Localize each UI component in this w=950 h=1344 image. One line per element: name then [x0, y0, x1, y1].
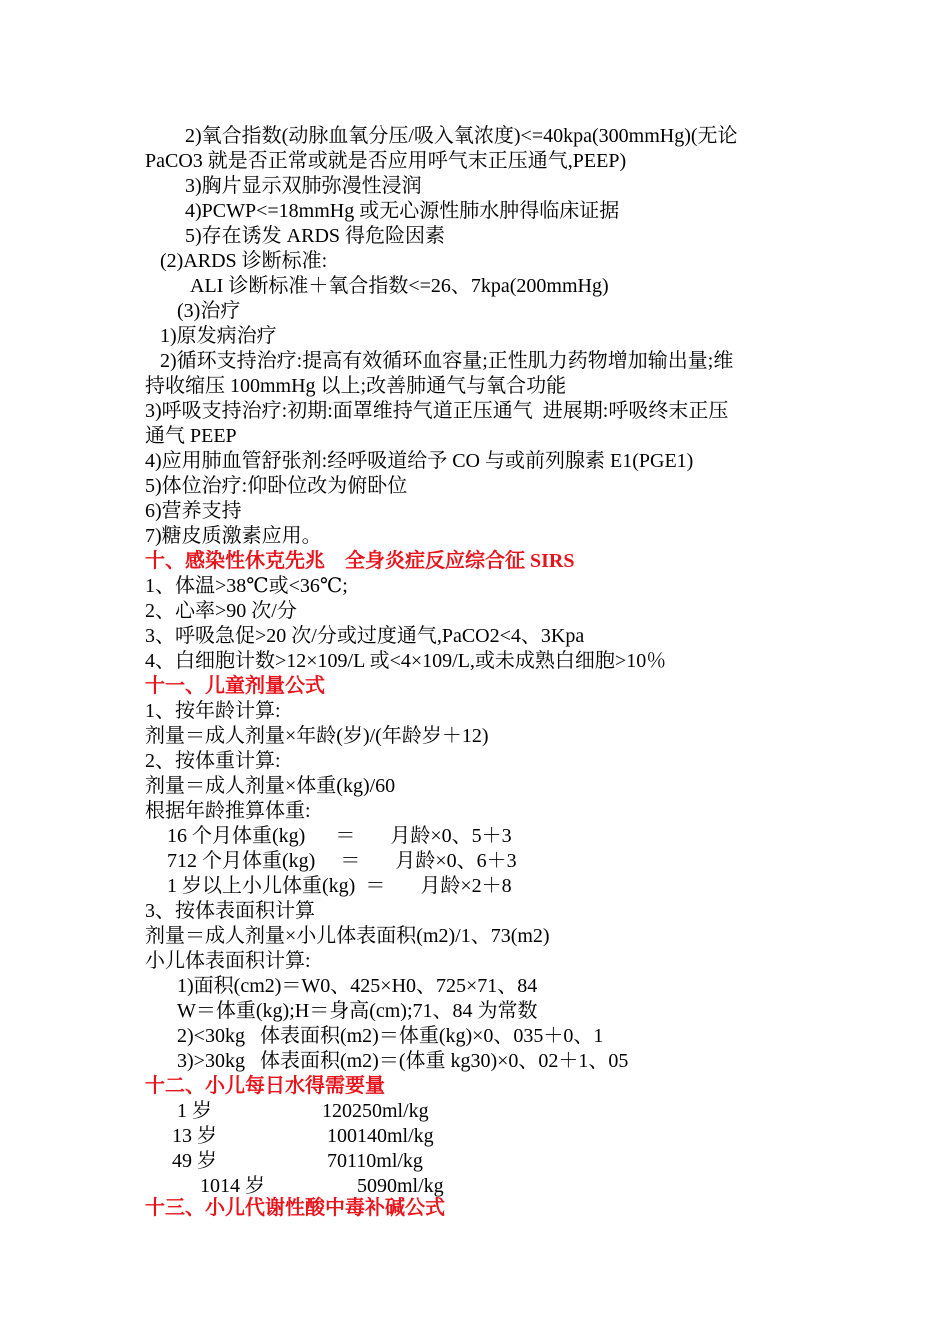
criterion-5: 5)存在诱发 ARDS 得危险因素 [185, 225, 446, 247]
dose-by-weight-formula: 剂量＝成人剂量×体重(kg)/60 [145, 775, 396, 797]
section-12-heading: 十二、小儿每日水得需要量 [145, 1075, 385, 1097]
dose-by-bsa-formula: 剂量＝成人剂量×小儿体表面积(m2)/1、73(m2) [145, 925, 550, 947]
weight-formula-2: 712 个月体重(kg) ＝ 月龄×0、6＋3 [167, 850, 517, 872]
dose-by-age-formula: 剂量＝成人剂量×年龄(岁)/(年龄岁＋12) [145, 725, 489, 747]
water-amount-2: 100140ml/kg [327, 1125, 434, 1147]
treatment-6: 6)营养支持 [145, 500, 242, 522]
ards-criteria-text: ALI 诊断标准＋氧合指数<=26、7kpa(200mmHg) [190, 275, 609, 297]
section-10-heading: 十、感染性休克先兆 全身炎症反应综合征 SIRS [145, 550, 575, 572]
treatment-2-continued: 持收缩压 100mmHg 以上;改善肺通气与氧合功能 [145, 375, 567, 397]
weight-formula-1: 16 个月体重(kg) ＝ 月龄×0、5＋3 [167, 825, 512, 847]
water-age-2: 13 岁 [172, 1125, 217, 1147]
criterion-2-continued: PaCO3 就是否正常或就是否应用呼气末正压通气,PEEP) [145, 150, 627, 172]
dose-by-bsa-title: 3、按体表面积计算 [145, 900, 315, 922]
water-amount-3: 70110ml/kg [327, 1150, 423, 1172]
treatment-3: 3)呼吸支持治疗:初期:面罩维持气道正压通气 进展期:呼吸终末正压 [145, 400, 729, 422]
sirs-item-1: 1、体温>38℃或<36℃; [145, 575, 348, 597]
bsa-formula-1-note: W＝体重(kg);H＝身高(cm);71、84 为常数 [177, 1000, 538, 1022]
dose-by-age-title: 1、按年龄计算: [145, 700, 281, 722]
treatment-4: 4)应用肺血管舒张剂:经呼吸道给予 CO 与或前列腺素 E1(PGE1) [145, 450, 694, 472]
criterion-4: 4)PCWP<=18mmHg 或无心源性肺水肿得临床证据 [185, 200, 620, 222]
weight-estimate-title: 根据年龄推算体重: [145, 800, 311, 822]
water-age-3: 49 岁 [172, 1150, 217, 1172]
bsa-formula-3: 3)>30kg 体表面积(m2)＝(体重 kg30)×0、02＋1、05 [177, 1050, 629, 1072]
water-amount-4: 5090ml/kg [357, 1175, 444, 1197]
sirs-item-2: 2、心率>90 次/分 [145, 600, 297, 622]
section-11-heading: 十一、儿童剂量公式 [145, 675, 325, 697]
treatment-5: 5)体位治疗:仰卧位改为俯卧位 [145, 475, 408, 497]
water-amount-1: 120250ml/kg [322, 1100, 429, 1122]
bsa-formula-1: 1)面积(cm2)＝W0、425×H0、725×71、84 [177, 975, 538, 997]
water-age-4: 1014 岁 [200, 1175, 265, 1197]
sirs-item-3: 3、呼吸急促>20 次/分或过度通气,PaCO2<4、3Kpa [145, 625, 585, 647]
treatment-1: 1)原发病治疗 [160, 325, 277, 347]
bsa-calc-title: 小儿体表面积计算: [145, 950, 311, 972]
weight-formula-3: 1 岁以上小儿体重(kg) ＝ 月龄×2＋8 [167, 875, 512, 897]
bsa-formula-2: 2)<30kg 体表面积(m2)＝体重(kg)×0、035＋0、1 [177, 1025, 604, 1047]
dose-by-weight-title: 2、按体重计算: [145, 750, 281, 772]
criterion-2: 2)氧合指数(动脉血氧分压/吸入氧浓度)<=40kpa(300mmHg)(无论 [185, 125, 738, 147]
treatment-7: 7)糖皮质激素应用。 [145, 525, 322, 547]
ards-criteria-title: (2)ARDS 诊断标准: [160, 250, 328, 272]
treatment-3-continued: 通气 PEEP [145, 425, 237, 447]
criterion-3: 3)胸片显示双肺弥漫性浸润 [185, 175, 422, 197]
treatment-2: 2)循环支持治疗:提高有效循环血容量;正性肌力药物增加输出量;维 [160, 350, 734, 372]
treatment-title: (3)治疗 [177, 300, 241, 322]
sirs-item-4: 4、白细胞计数>12×109/L 或<4×109/L,或未成熟白细胞>10％ [145, 650, 667, 672]
water-age-1: 1 岁 [177, 1100, 212, 1122]
section-13-heading: 十三、小儿代谢性酸中毒补碱公式 [145, 1197, 445, 1219]
